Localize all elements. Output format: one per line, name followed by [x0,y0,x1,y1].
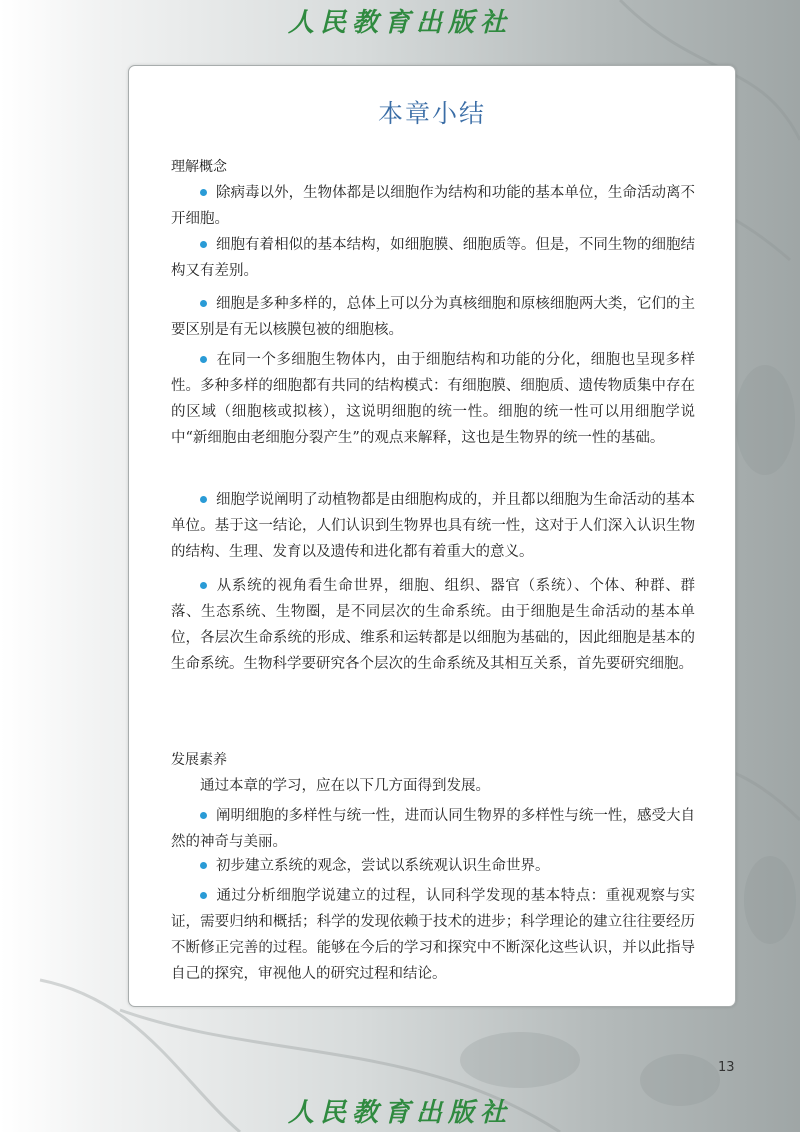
bullet-icon [200,189,207,196]
bullet-icon [200,812,207,819]
bullet-icon [200,356,207,363]
bullet-icon [200,496,207,503]
list-item: 通过分析细胞学说建立的过程，认同科学发现的基本特点：重视观察与实证，需要归纳和概括；科学的发现依赖于技术的进步；科学理论的建立往往要经历不断修正完善的过程。能够在今后的学习和探究中不断深化这些认识，并以此指导自己的探究，审视他人的研究过程和结论。 [171,888,695,982]
section-intro: 通过本章的学习，应在以下几方面得到发展。 [200,778,490,794]
list-item: 除病毒以外，生物体都是以细胞作为结构和功能的基本单位，生命活动离不开细胞。 [171,185,695,227]
list-item: 细胞学说阐明了动植物都是由细胞构成的，并且都以细胞为生命活动的基本单位。基于这一结论，人们认识到生物界也具有统一性，这对于人们深入认识生物的结构、生理、发育以及遗传和进化都有着重大的意义。 [171,492,695,560]
publisher-logo-top: 人民教育出版社 [287,8,512,38]
section-heading-literacy: 发展素养 [171,752,227,768]
list-item: 细胞是多种多样的，总体上可以分为真核细胞和原核细胞两大类，它们的主要区别是有无以核膜包被的细胞核。 [171,296,695,338]
bullet-icon [200,862,207,869]
bullet-icon [200,241,207,248]
publisher-logo-bottom: 人民教育出版社 [287,1098,512,1128]
section-heading-understanding: 理解概念 [171,159,227,175]
bullet-icon [200,892,207,899]
list-item: 阐明细胞的多样性与统一性，进而认同生物界的多样性与统一性，感受大自然的神奇与美丽。 [171,808,695,850]
bullet-icon [200,300,207,307]
page-number: 13 [718,1060,735,1075]
list-item: 初步建立系统的观念，尝试以系统观认识生命世界。 [171,853,695,879]
list-item: 从系统的视角看生命世界，细胞、组织、器官（系统）、个体、种群、群落、生态系统、生物圈，是不同层次的生命系统。由于细胞是生命活动的基本单位，各层次生命系统的形成、维系和运转都是以细胞为基础的，因此细胞是基本的生命系统。生物科学要研究各个层次的生命系统及其相互关系，首先要研究细胞。 [171,578,695,672]
bullet-icon [200,582,207,589]
list-item: 在同一个多细胞生物体内，由于细胞结构和功能的分化，细胞也呈现多样性。多种多样的细胞都有共同的结构模式：有细胞膜、细胞质、遗传物质集中存在的区域（细胞核或拟核），这说明细胞的统一性。细胞的统一性可以用细胞学说中“新细胞由老细胞分裂产生”的观点来解释，这也是生物界的统一性的基础。 [171,352,695,446]
page-title: 本章小结 [377,99,486,128]
list-item: 细胞有着相似的基本结构，如细胞膜、细胞质等。但是，不同生物的细胞结构又有差别。 [171,237,695,279]
chapter-summary-card [128,65,736,1007]
